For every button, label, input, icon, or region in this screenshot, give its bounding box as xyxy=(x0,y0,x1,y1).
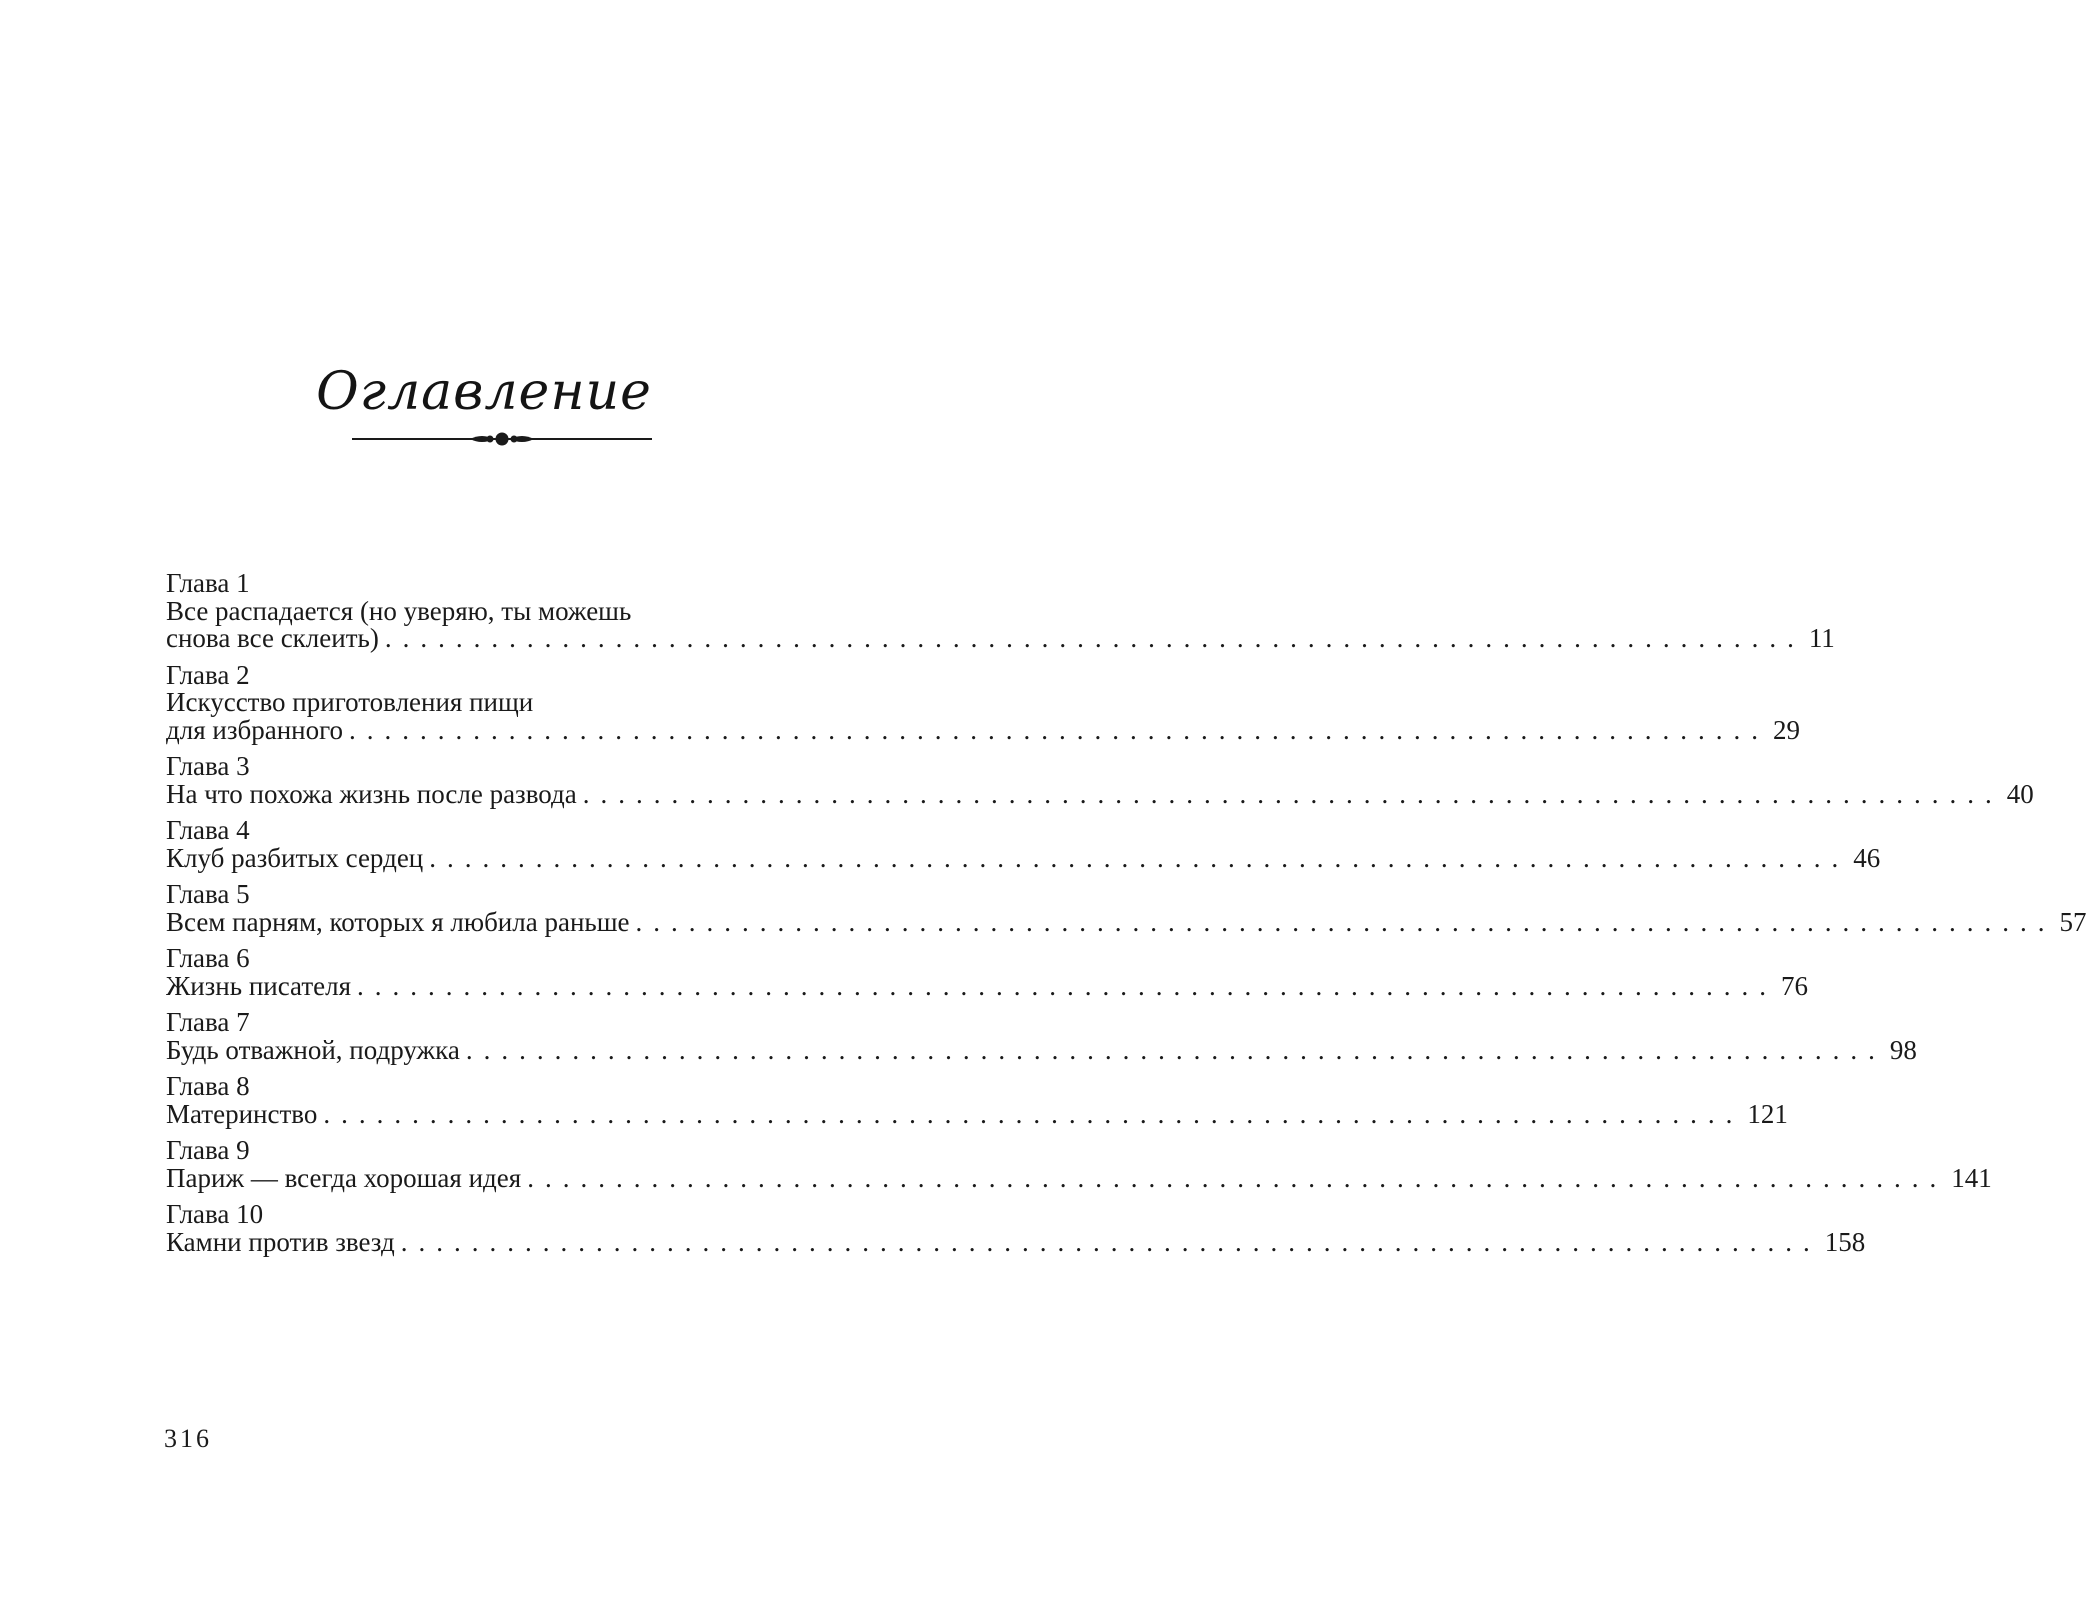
chapter-title: Материнство xyxy=(166,1098,318,1129)
chapter-title: Будь отважной, подружка xyxy=(166,1034,460,1065)
chapter-title: Клуб разбитых сердец xyxy=(166,842,424,873)
dot-leader: ................................................................................ xyxy=(384,623,1805,653)
toc-line xyxy=(166,714,1801,745)
dot-leader: ................................................................................ xyxy=(400,1226,1821,1257)
chapter-label: Глава 3 xyxy=(166,751,250,781)
dot-leader: ................................................................................ xyxy=(465,1034,1886,1065)
chapter-label: Глава 1 xyxy=(166,568,250,598)
toc-entry xyxy=(166,1007,1917,1065)
dot-leader: ................................................................................ xyxy=(527,1162,1948,1193)
toc-page-number: 46 xyxy=(1853,842,1881,873)
toc-line xyxy=(166,1034,1917,1065)
toc-line xyxy=(166,1098,1788,1129)
chapter-label: Глава 5 xyxy=(166,879,250,909)
chapter-title: Жизнь писателя xyxy=(166,970,351,1001)
toc-page-number: 11 xyxy=(1808,623,1835,653)
dot-leader: ................................................................................ xyxy=(582,778,2003,809)
toc-page-number: 40 xyxy=(2006,778,2034,809)
toc-page-number: 29 xyxy=(1773,714,1801,745)
toc-line xyxy=(166,623,1835,653)
page-title: Оглавление xyxy=(316,362,652,422)
dot-leader: ................................................................................ xyxy=(429,842,1850,873)
toc-entry xyxy=(166,568,1835,653)
chapter-label: Глава 2 xyxy=(166,659,250,690)
toc-entry xyxy=(166,1135,1992,1193)
chapter-label: Глава 10 xyxy=(166,1199,264,1229)
dot-leader: ................................................................................ xyxy=(349,714,1770,745)
toc-line xyxy=(166,970,1808,1001)
toc-line xyxy=(166,1162,1992,1193)
toc-entry xyxy=(166,751,2034,809)
table-of-contents xyxy=(166,568,2086,1265)
chapter-label: Глава 6 xyxy=(166,943,250,973)
dot-leader: ................................................................................ xyxy=(635,906,2056,937)
chapter-title: Камни против звезд xyxy=(166,1226,395,1257)
chapter-title-line: Искусство приготовления пищи xyxy=(166,687,534,717)
chapter-label: Глава 7 xyxy=(166,1007,250,1037)
chapter-title: На что похожа жизнь после развода xyxy=(166,778,577,809)
toc-page-number: 98 xyxy=(1889,1034,1917,1065)
scroll-divider-icon xyxy=(352,428,652,450)
chapter-label: Глава 9 xyxy=(166,1135,250,1165)
toc-page-number: 158 xyxy=(1824,1226,1866,1257)
chapter-title-line: Все распадается (но уверяю, ты можешь xyxy=(166,595,632,626)
toc-entry xyxy=(166,659,1801,745)
chapter-title: Париж — всегда хорошая идея xyxy=(166,1162,522,1193)
toc-entry xyxy=(166,1199,1866,1257)
toc-entry xyxy=(166,1071,1788,1129)
dot-leader: ................................................................................ xyxy=(357,970,1777,1001)
toc-line xyxy=(166,1226,1866,1257)
toc-line xyxy=(166,906,2086,937)
toc-entry xyxy=(166,879,2086,937)
chapter-label: Глава 4 xyxy=(166,815,250,845)
toc-line xyxy=(166,778,2034,809)
toc-line xyxy=(166,842,1881,873)
toc-page-number: 76 xyxy=(1781,970,1808,1001)
toc-entry xyxy=(166,815,1881,873)
chapter-title: снова все склеить) xyxy=(166,623,379,653)
page-number: 316 xyxy=(164,1424,212,1453)
chapter-label: Глава 8 xyxy=(166,1071,250,1101)
toc-page-number: 121 xyxy=(1747,1098,1788,1129)
chapter-title: Всем парням, которых я любила раньше xyxy=(166,906,630,937)
dot-leader: ................................................................................ xyxy=(323,1098,1744,1129)
chapter-title: для избранного xyxy=(166,714,344,745)
toc-page-number: 141 xyxy=(1951,1162,1992,1193)
toc-entry xyxy=(166,943,1808,1001)
toc-page-number: 57 xyxy=(2059,906,2086,937)
